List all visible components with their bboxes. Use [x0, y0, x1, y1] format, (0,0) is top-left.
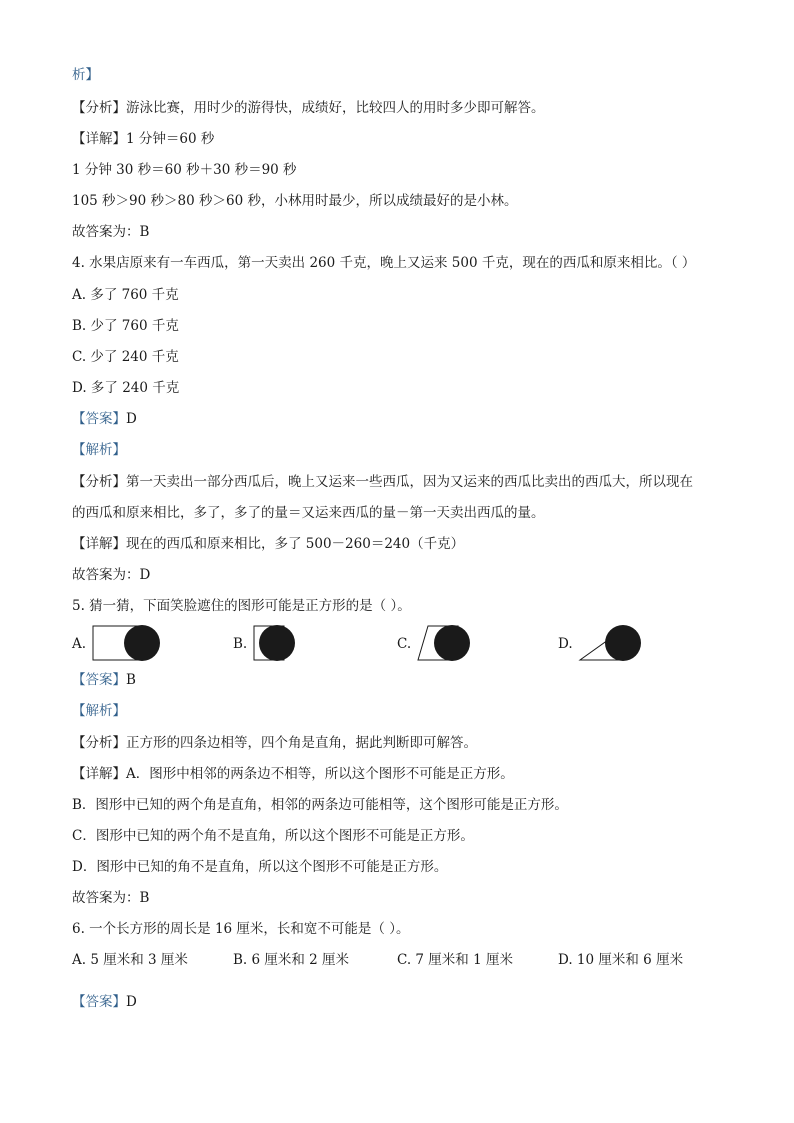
q4-final: 故答案为：D [72, 567, 151, 583]
q5-final: 故答案为：B [72, 890, 150, 906]
smiley-cover-circle [434, 625, 470, 661]
q6-option-a: A. 5 厘米和 3 厘米 [72, 952, 188, 968]
q5-option-b-label: B. [233, 636, 248, 652]
analysis-text: 第一天卖出一部分西瓜后，晚上又运来一些西瓜，因为又运来的西瓜比卖出的西瓜大，所以现在 [126, 474, 693, 490]
q3-tail-line [72, 66, 99, 84]
q4-option-a: A. 多了 760 千克 [72, 287, 179, 303]
detail-text: 1 分钟＝60 秒 [126, 131, 215, 147]
q5-option-d-figure [576, 622, 646, 664]
q5-detail-b: B．图形中已知的两个角是直角，相邻的两条边可能相等，这个图形可能是正方形。 [72, 797, 568, 813]
q5-option-c-label: C. [397, 636, 412, 652]
detail-tag: 【详解】 [72, 131, 126, 147]
q4-option-b: B. 少了 760 千克 [72, 318, 179, 334]
q4-jiexi-line [72, 441, 126, 459]
detail-tag: 【详解】 [72, 536, 126, 552]
q6-option-d: D. 10 厘米和 6 厘米 [558, 952, 684, 968]
answer-tag: 【答案】 [72, 994, 126, 1010]
q5-jiexi-line [72, 702, 126, 720]
smiley-cover-circle [605, 625, 641, 661]
q5-option-b-figure [250, 622, 302, 664]
jiexi-tag: 【解析】 [72, 703, 126, 719]
q3-calc1: 1 分钟 30 秒＝60 秒＋30 秒＝90 秒 [72, 162, 297, 178]
answer-tag: 【答案】 [72, 411, 126, 427]
answer-value: D [126, 411, 137, 427]
jiexi-tag: 【解析】 [72, 442, 126, 458]
smiley-cover-circle [259, 625, 295, 661]
q4-option-d: D. 多了 240 千克 [72, 380, 180, 396]
q6-answer-line [72, 993, 137, 1011]
q5-detail-d: D．图形中已知的角不是直角，所以这个图形不可能是正方形。 [72, 859, 448, 875]
q5-option-c-figure [414, 622, 474, 664]
q6-stem: 6. 一个长方形的周长是 16 厘米，长和宽不可能是（ ）。 [72, 921, 410, 937]
analysis-tag: 【分析】 [72, 100, 126, 116]
q5-answer-line [72, 671, 136, 689]
q5-stem: 5. 猜一猜，下面笑脸遮住的图形可能是正方形的是（ ）。 [72, 598, 411, 614]
smiley-cover-circle [124, 625, 160, 661]
q3-calc2: 105 秒＞90 秒＞80 秒＞60 秒，小林用时最少，所以成绩最好的是小林。 [72, 193, 518, 209]
q3-analysis-line [72, 99, 545, 117]
analysis-text: 正方形的四条边相等，四个角是直角，据此判断即可解答。 [126, 735, 477, 751]
detail-tag: 【详解】 [72, 766, 126, 782]
q6-option-b: B. 6 厘米和 2 厘米 [233, 952, 350, 968]
q3-detail-line [72, 130, 214, 148]
q5-detail-c: C．图形中已知的两个角不是直角，所以这个图形不可能是正方形。 [72, 828, 474, 844]
detail-text: 现在的西瓜和原来相比，多了 500－260＝240（千克） [126, 536, 465, 552]
analysis-tag: 【分析】 [72, 735, 126, 751]
q5-option-a-label: A. [72, 636, 87, 652]
analysis-text: 游泳比赛，用时少的游得快，成绩好，比较四人的用时多少即可解答。 [126, 100, 545, 116]
q4-option-c: C. 少了 240 千克 [72, 349, 179, 365]
answer-value: D [126, 994, 137, 1010]
q5-option-a-figure [90, 622, 164, 664]
analysis-tag: 【分析】 [72, 474, 126, 490]
q5-option-d-label: D. [558, 636, 573, 652]
q5-analysis-line [72, 734, 477, 752]
q4-analysis-line2: 的西瓜和原来相比，多了，多了的量＝又运来西瓜的量－第一天卖出西瓜的量。 [72, 505, 545, 521]
q6-option-c: C. 7 厘米和 1 厘米 [397, 952, 513, 968]
detail-text: A．图形中相邻的两条边不相等，所以这个图形不可能是正方形。 [126, 766, 514, 782]
answer-tag: 【答案】 [72, 672, 126, 688]
q4-stem: 4. 水果店原来有一车西瓜，第一天卖出 260 千克，晚上又运来 500 千克，现在的西瓜和原来相比。（ ） [72, 255, 696, 271]
q4-detail-line [72, 535, 464, 553]
q4-answer-line [72, 410, 137, 428]
q3-final: 故答案为：B [72, 224, 150, 240]
jiexi-tag: 析】 [72, 67, 99, 83]
q4-analysis-line1 [72, 473, 693, 491]
answer-value: B [126, 672, 136, 688]
q5-detail-line [72, 765, 514, 783]
